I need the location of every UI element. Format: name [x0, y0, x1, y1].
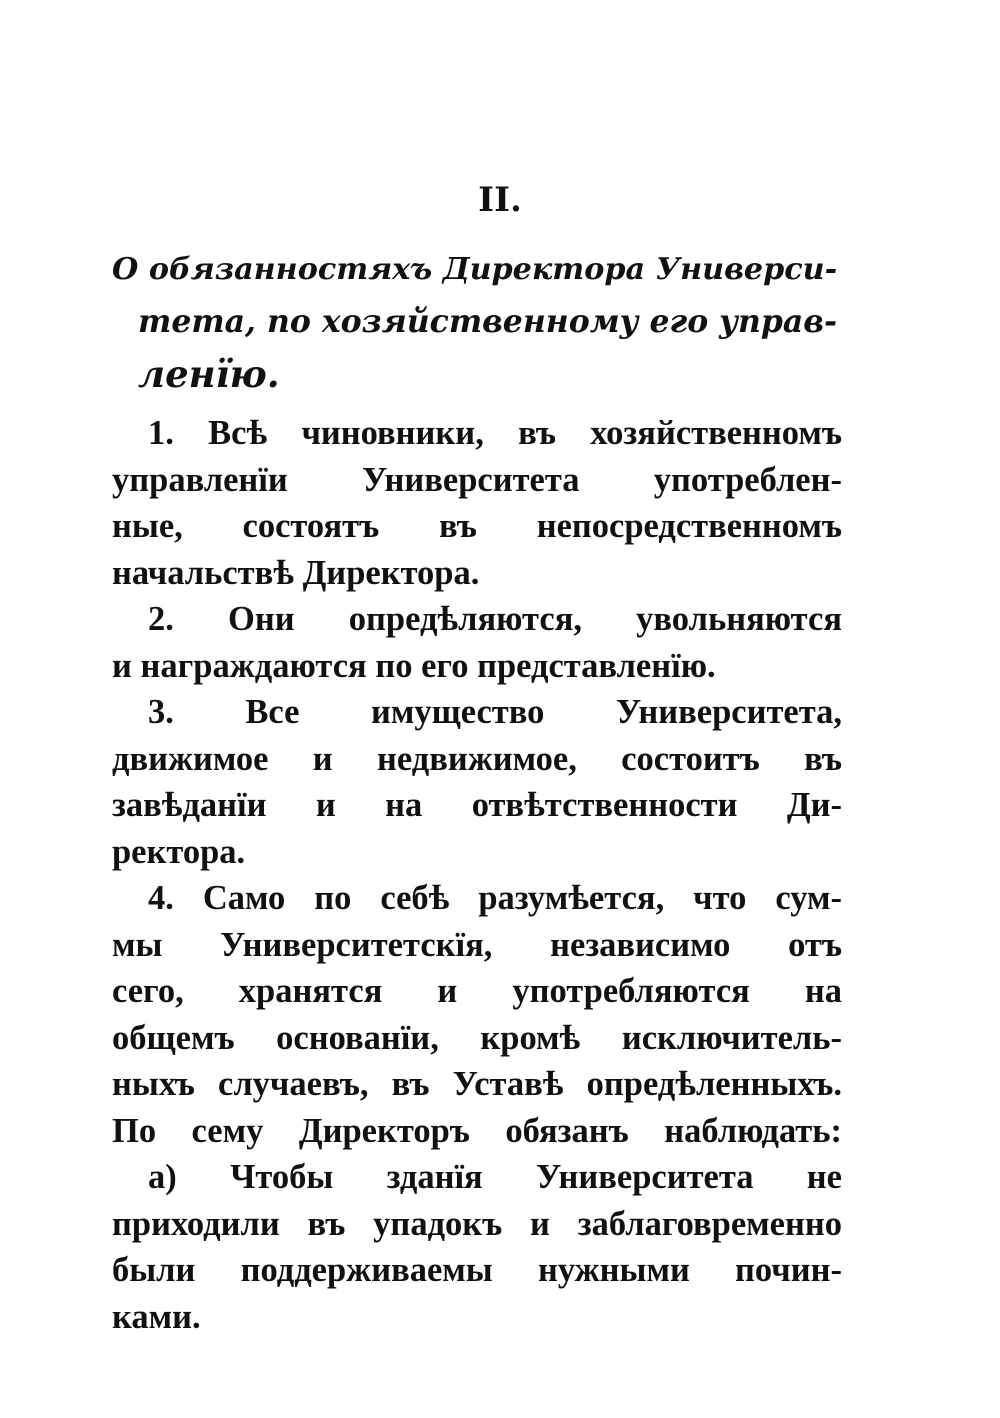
paragraph-3: [112, 689, 842, 875]
text-line: По сему Директоръ обязанъ наблюдать:: [112, 1111, 842, 1150]
text-line: 4. Само по себѣ разумѣется, что сум-: [148, 879, 842, 917]
section-heading: [112, 244, 852, 400]
heading-line: ленїю.: [138, 352, 280, 396]
body-text: [112, 410, 842, 1340]
text-line: мы Университетскїя, независимо отъ: [112, 925, 842, 964]
text-line: 1. Всѣ чиновники, въ хозяйственномъ: [148, 414, 842, 452]
text-line: и награждаются по его представленїю.: [112, 646, 716, 685]
heading-line: О обязанностяхъ Директора Универси-: [112, 252, 838, 287]
text-line: начальствѣ Директора.: [112, 553, 480, 592]
text-line: ныхъ случаевъ, въ Уставѣ опредѣленныхъ.: [112, 1065, 842, 1103]
paragraph-5: [112, 1154, 842, 1340]
section-number: II.: [478, 180, 522, 220]
text-line: ные, состоятъ въ непосредственномъ: [112, 507, 842, 545]
paragraph-2: [112, 596, 842, 689]
text-line: общемъ основанїи, кромѣ исключитель-: [112, 1018, 842, 1057]
text-line: ректора.: [112, 832, 246, 871]
text-line: приходили въ упадокъ и заблаговременно: [112, 1204, 842, 1243]
text-line: были поддерживаемы нужными почин-: [112, 1251, 842, 1289]
text-line: ками.: [112, 1297, 201, 1336]
text-line: сего, хранятся и употребляются на: [112, 972, 842, 1010]
text-line: завѣданїи и на отвѣтственности Ди-: [112, 786, 842, 824]
heading-line: тета, по хозяйственному его управ-: [138, 303, 838, 340]
text-line: 2. Они опредѣляются, увольняются: [148, 600, 842, 638]
text-line: а) Чтобы зданїя Университета не: [148, 1158, 842, 1196]
paragraph-4: [112, 875, 842, 1154]
text-line: движимое и недвижимое, состоитъ въ: [112, 739, 842, 778]
text-line: 3. Все имущество Университета,: [148, 693, 842, 731]
text-line: управленїи Университета употреблен-: [112, 460, 842, 499]
paragraph-1: [112, 410, 842, 596]
